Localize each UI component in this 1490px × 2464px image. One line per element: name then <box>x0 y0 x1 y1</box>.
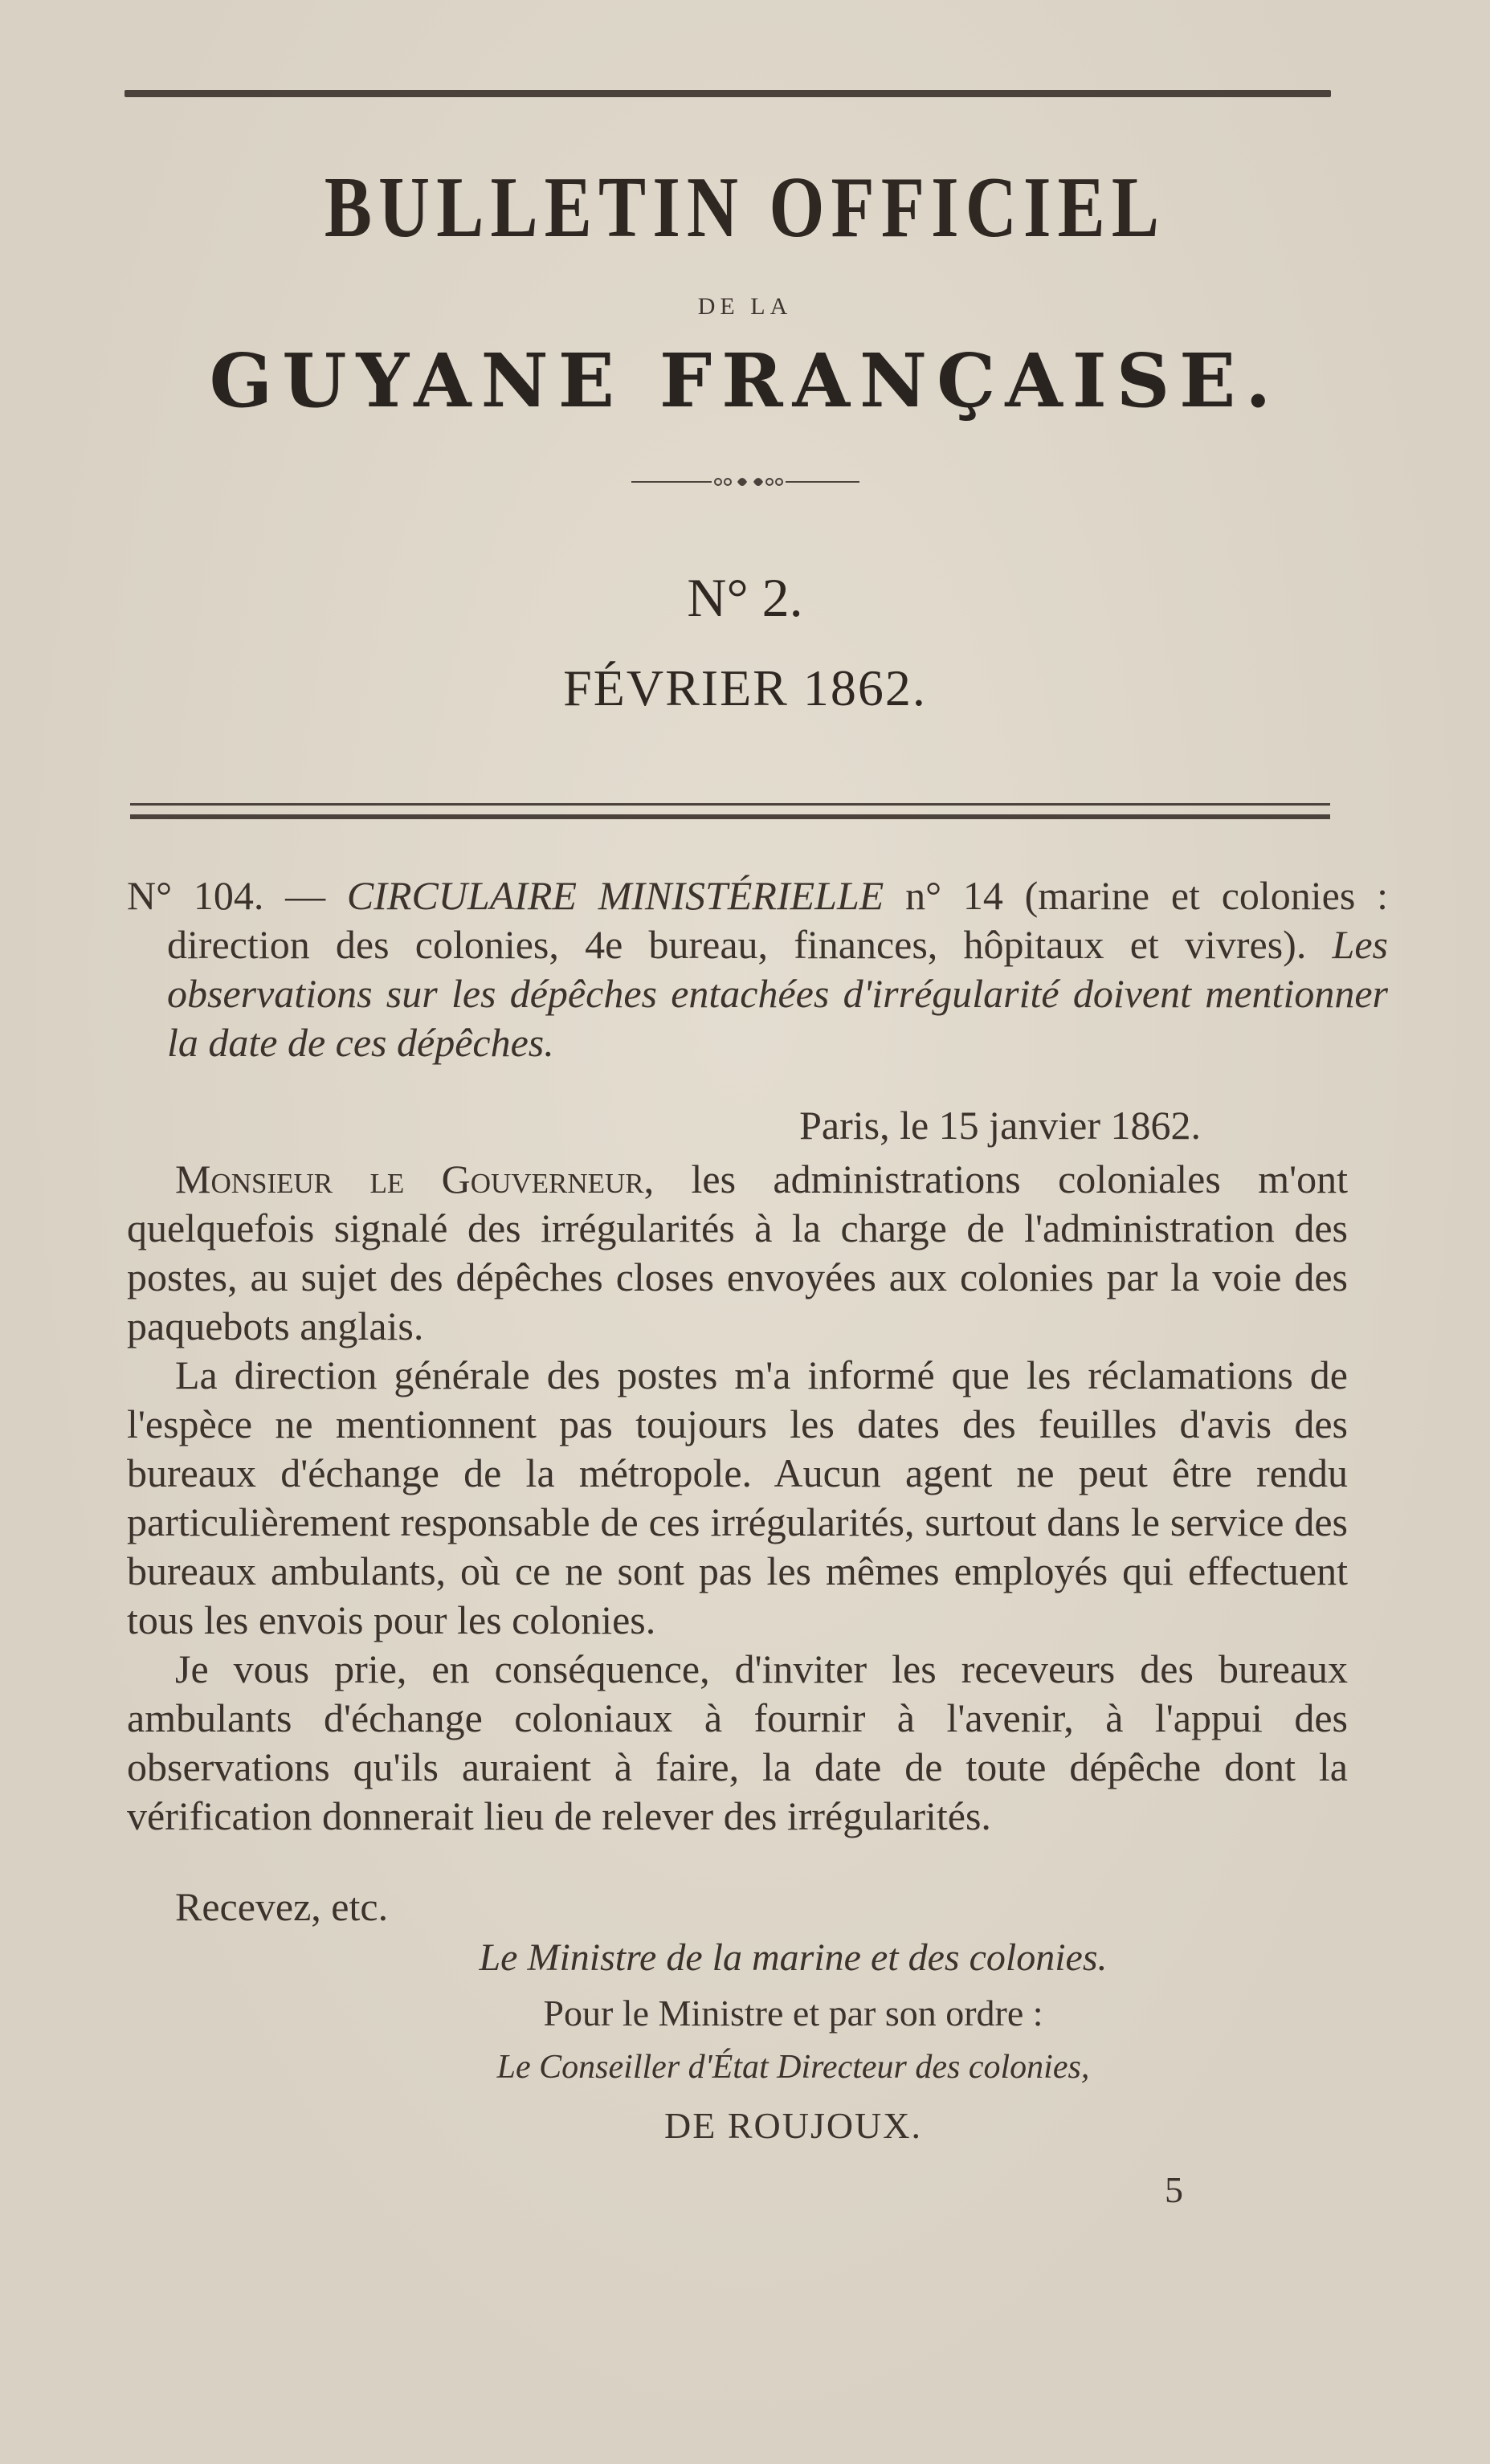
bulletin-title: BULLETIN OFFICIEL <box>324 160 1166 255</box>
signature-minister: Le Ministre de la marine et des colonies. <box>479 1936 1108 1979</box>
circular-heading <box>127 871 1388 1067</box>
top-rule <box>125 90 1331 97</box>
heading-title: CIRCULAIRE MINISTÉRIELLE <box>346 873 884 918</box>
ornament-icon <box>625 470 866 494</box>
paragraph-3: Je vous prie, en conséquence, d'inviter les receveurs des bureaux ambulants d'échange coloniaux à fournir à l'avenir, à l'appui des observations qu'ils auraient à faire, la date de toute dépêche dont la vérification donnerait lieu de relever des irrégularités. <box>127 1646 1348 1838</box>
ornament-divider <box>0 470 1490 498</box>
issue-date: FÉVRIER 1862. <box>563 659 927 716</box>
closing: Recevez, etc. <box>175 1884 389 1929</box>
paragraph-1 <box>127 1155 1348 1351</box>
colony-title: GUYANE FRANÇAISE. <box>209 337 1281 424</box>
place-date: Paris, le 15 janvier 1862. <box>799 1103 1201 1148</box>
circular-body <box>127 1155 1348 1841</box>
signature-name: DE ROUJOUX. <box>664 2105 922 2146</box>
salutation: Monsieur le Gouverneur <box>175 1157 644 1201</box>
title-connector: DE LA <box>697 293 793 320</box>
heading-details: n° 14 (marine et colonies : direction des colonies, 4e bureau, finances, hôpitaux et vivres). <box>167 873 1388 967</box>
signature-order: Pour le Ministre et par son ordre : <box>543 1993 1043 2034</box>
page-number: 5 <box>1165 2169 1183 2210</box>
heading-prefix: N° 104. — <box>127 873 347 918</box>
issue-number: N° 2. <box>687 567 803 628</box>
heading-summary: Les observations sur les dépêches entachées d'irrégularité doivent mentionner la date de ces dépêches. <box>167 922 1388 1065</box>
signature-director: Le Conseiller d'État Directeur des colonies, <box>496 2049 1090 2086</box>
paragraph-1-text: , les administrations coloniales m'ont quelquefois signalé des irrégularités à la charge de l'administration des postes, au sujet des dépêches closes envoyées aux colonies par la voie des paquebots anglais. <box>127 1157 1348 1348</box>
paragraph-2: La direction générale des postes m'a informé que les réclamations de l'espèce ne mentionnent pas toujours les dates des feuilles d'avis des bureaux d'échange de la métropole. Aucun agent ne peut être rendu particulièrement responsable de ces irrégularités, surtout dans le service des bureaux ambulants, où ce ne sont pas les mêmes employés qui effectuent tous les envois pour les colonies. <box>127 1352 1348 1642</box>
double-rule <box>130 803 1330 824</box>
